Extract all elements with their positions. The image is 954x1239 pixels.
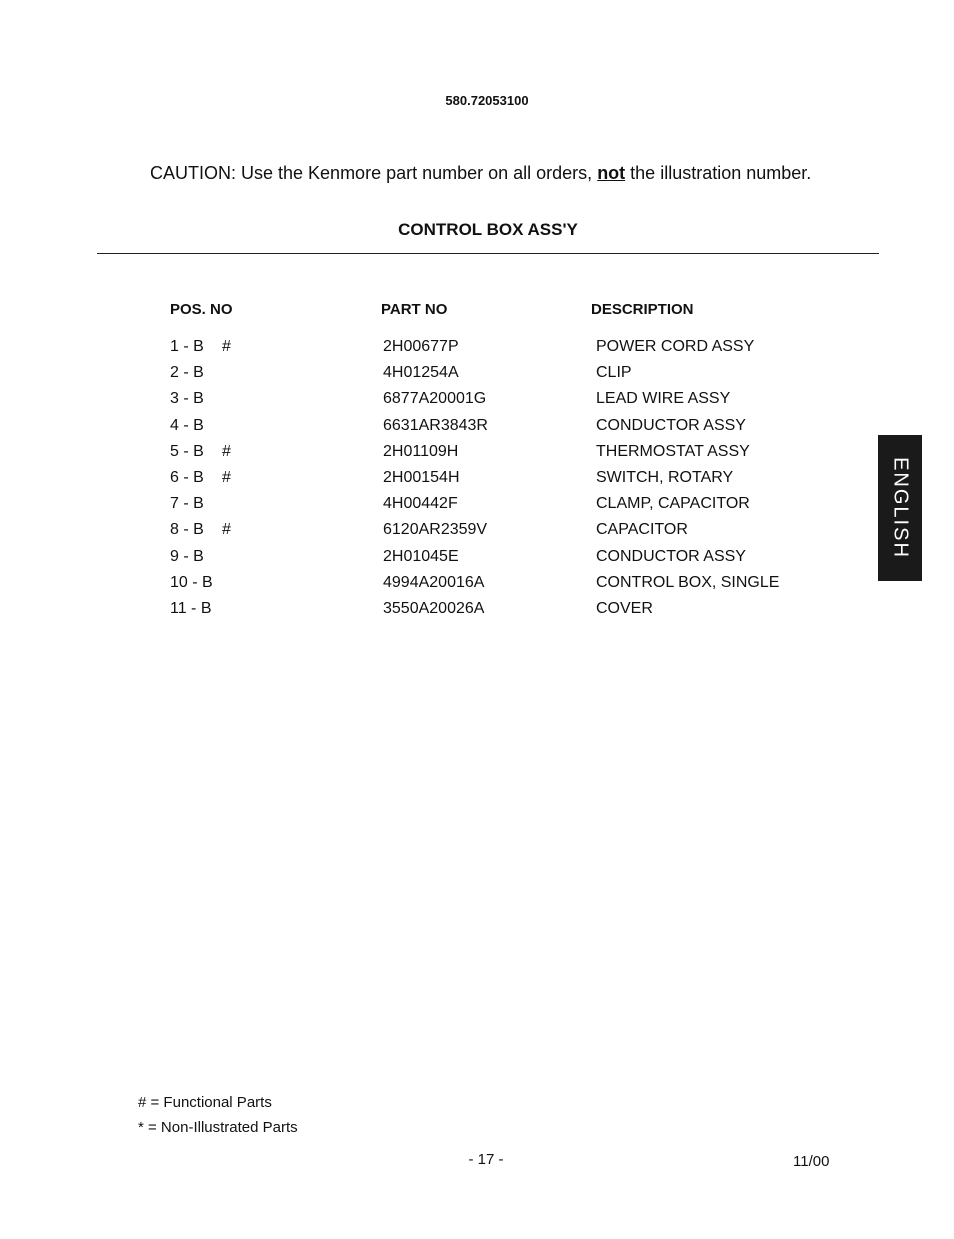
caution-notice bbox=[150, 163, 811, 184]
table-row bbox=[170, 417, 810, 443]
part-no-cell: 6877A20001G bbox=[383, 390, 487, 408]
table-row bbox=[170, 469, 810, 495]
description-cell: CONDUCTOR ASSY bbox=[596, 547, 746, 565]
part-no-cell: 4994A20016A bbox=[383, 573, 485, 591]
description-cell: CAPACITOR bbox=[596, 521, 688, 539]
part-no-cell: 2H01045E bbox=[383, 547, 459, 565]
table-row bbox=[170, 390, 810, 416]
pos-no-cell: 1 - B bbox=[170, 338, 204, 355]
pos-no-cell: 2 - B bbox=[170, 364, 204, 382]
page-number: - 17 - bbox=[468, 1151, 504, 1168]
header-divider bbox=[97, 253, 879, 254]
pos-no-cell: 9 - B bbox=[170, 547, 204, 565]
table-row bbox=[170, 600, 810, 626]
description-cell: POWER CORD ASSY bbox=[596, 338, 755, 355]
language-tab bbox=[878, 435, 922, 581]
pos-no-cell: 6 - B bbox=[170, 469, 204, 486]
description-cell: THERMOSTAT ASSY bbox=[596, 442, 750, 460]
pos-no-cell: 7 - B bbox=[170, 495, 204, 513]
part-no-cell: 4H01254A bbox=[383, 364, 459, 382]
caution-text-prefix: CAUTION: Use the Kenmore part number on all orders, bbox=[150, 163, 598, 183]
part-no-cell: 6631AR3843R bbox=[383, 416, 488, 434]
part-no-cell: 2H00677P bbox=[383, 338, 459, 355]
pos-no-cell: 5 - B bbox=[170, 442, 204, 460]
description-cell: CONDUCTOR ASSY bbox=[596, 416, 746, 434]
part-no-cell: 2H00154H bbox=[383, 469, 460, 486]
table-row bbox=[170, 338, 810, 364]
pos-no-cell: 10 - B bbox=[170, 573, 213, 591]
part-no-cell: 2H01109H bbox=[383, 442, 459, 460]
column-header-pos-no: POS. NO bbox=[170, 301, 233, 318]
pos-no-cell: 11 - B bbox=[170, 600, 212, 617]
table-row bbox=[170, 364, 810, 390]
table-row bbox=[170, 521, 810, 547]
description-cell: CLIP bbox=[596, 364, 632, 382]
pos-no-cell: 4 - B bbox=[170, 416, 204, 434]
description-cell: SWITCH, ROTARY bbox=[596, 469, 734, 486]
description-cell: CONTROL BOX, SINGLE bbox=[596, 573, 780, 591]
column-header-part-no: PART NO bbox=[381, 301, 448, 318]
functional-mark: # bbox=[222, 521, 231, 539]
description-cell: CLAMP, CAPACITOR bbox=[596, 495, 750, 513]
description-cell: LEAD WIRE ASSY bbox=[596, 390, 731, 408]
table-row bbox=[170, 443, 810, 469]
caution-text-suffix: the illustration number. bbox=[625, 163, 812, 183]
caution-emphasis: not bbox=[597, 163, 626, 183]
column-header-description: DESCRIPTION bbox=[591, 301, 694, 318]
date-code: 11/00 bbox=[793, 1153, 830, 1170]
table-row bbox=[170, 548, 810, 574]
functional-mark: # bbox=[222, 338, 231, 355]
legend-non-illustrated-parts: * = Non-Illustrated Parts bbox=[138, 1119, 298, 1136]
pos-no-cell: 3 - B bbox=[170, 390, 204, 408]
model-number: 580.72053100 bbox=[445, 93, 529, 108]
part-no-cell: 6120AR2359V bbox=[383, 521, 488, 539]
legend bbox=[138, 1090, 298, 1140]
part-no-cell: 3550A20026A bbox=[383, 600, 485, 617]
legend-functional-parts: # = Functional Parts bbox=[138, 1094, 272, 1111]
functional-mark: # bbox=[222, 469, 231, 486]
part-no-cell: 4H00442F bbox=[383, 495, 458, 513]
description-cell: COVER bbox=[596, 600, 653, 617]
section-title: CONTROL BOX ASS'Y bbox=[398, 220, 578, 239]
table-row bbox=[170, 495, 810, 521]
language-tab-label: ENGLISH bbox=[889, 457, 912, 559]
functional-mark: # bbox=[222, 442, 231, 460]
pos-no-cell: 8 - B bbox=[170, 521, 204, 539]
table-row bbox=[170, 574, 810, 600]
